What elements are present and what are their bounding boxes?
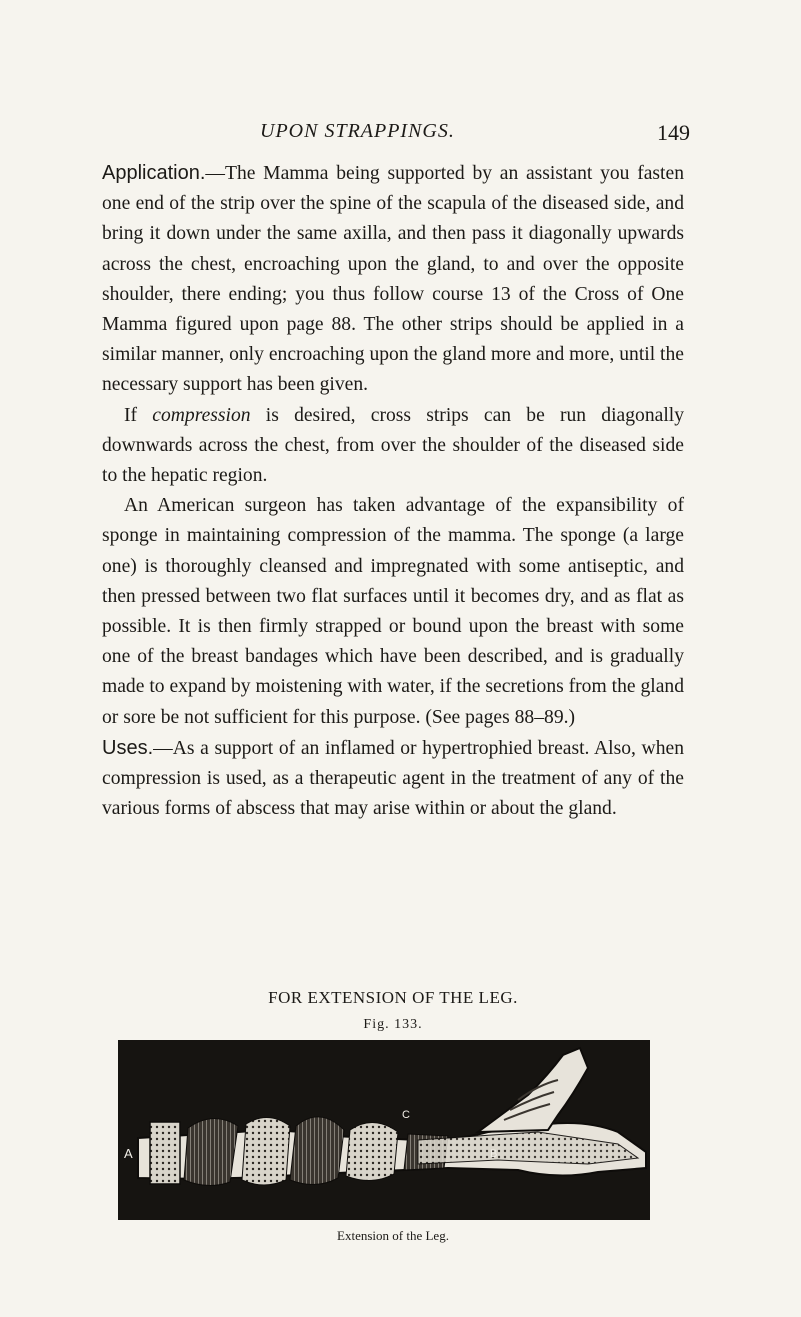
compression-text-after: is desired, cross strips can be run diagonally downwards across the chest, from over the shoulder of the diseased side to the hepatic region. <box>102 404 684 487</box>
figure-label-a: A <box>124 1146 133 1161</box>
uses-text: —As a support of an inflamed or hypertrophied breast. Also, when compression is used, as a therapeutic agent in the treatment of any of the various forms of abscess that may arise within or about the gland. <box>102 737 684 820</box>
figure-number: Fig. 133. <box>363 1017 423 1032</box>
section-heading: FOR EXTENSION OF THE LEG. <box>268 988 518 1007</box>
running-head: UPON STRAPPINGS. <box>260 120 455 142</box>
page-number: 149 <box>657 120 690 145</box>
paragraph-uses <box>102 733 684 825</box>
uses-heading: Uses. <box>102 736 154 759</box>
extension-strip-a <box>150 1122 180 1184</box>
compression-emphasis: compression <box>152 404 251 426</box>
figure-label-c: C <box>402 1109 410 1121</box>
strap-3 <box>290 1117 344 1185</box>
figure-label-b: B <box>490 1148 498 1160</box>
strap-1 <box>184 1118 238 1185</box>
strap-4 <box>346 1122 398 1180</box>
body-text <box>102 158 684 824</box>
strap-2 <box>242 1117 290 1185</box>
leg-illustration <box>118 1040 650 1220</box>
paragraph-application <box>102 158 684 401</box>
paragraph-compression <box>102 401 684 492</box>
figure-caption: Extension of the Leg. <box>337 1228 449 1243</box>
application-text: —The Mamma being supported by an assistant you fasten one end of the strip over the spine of the scapula of the diseased side, and bring it down under the same axilla, and then pass it diagonally upwards across the chest, encroaching upon the gland, to and over the opposite shoulder, there ending; you thus follow course 13 of the Cross of One Mamma figured upon page 88. The other strips should be applied in a similar manner, only encroaching upon the gland more and more, until the necessary support has been given. <box>102 163 684 396</box>
page-header <box>100 120 700 150</box>
figure-extension-of-leg <box>118 1040 650 1220</box>
compression-text-before: If <box>124 404 153 426</box>
application-heading: Application. <box>102 162 206 184</box>
paragraph-sponge: An American surgeon has taken advantage of the expansibility of sponge in maintaining compression of the mamma. The sponge (a large one) is thoroughly cleansed and impregnated with some antiseptic, and then pressed between two flat surfaces until it becomes dry, and as flat as possible. It is then firmly strapped or bound upon the breast with some one of the breast bandages which have been described, and is gradually made to expand by moistening with water, if the secretions from the gland or sore be not sufficient for this purpose. (See pages 88–89.) <box>102 495 684 728</box>
